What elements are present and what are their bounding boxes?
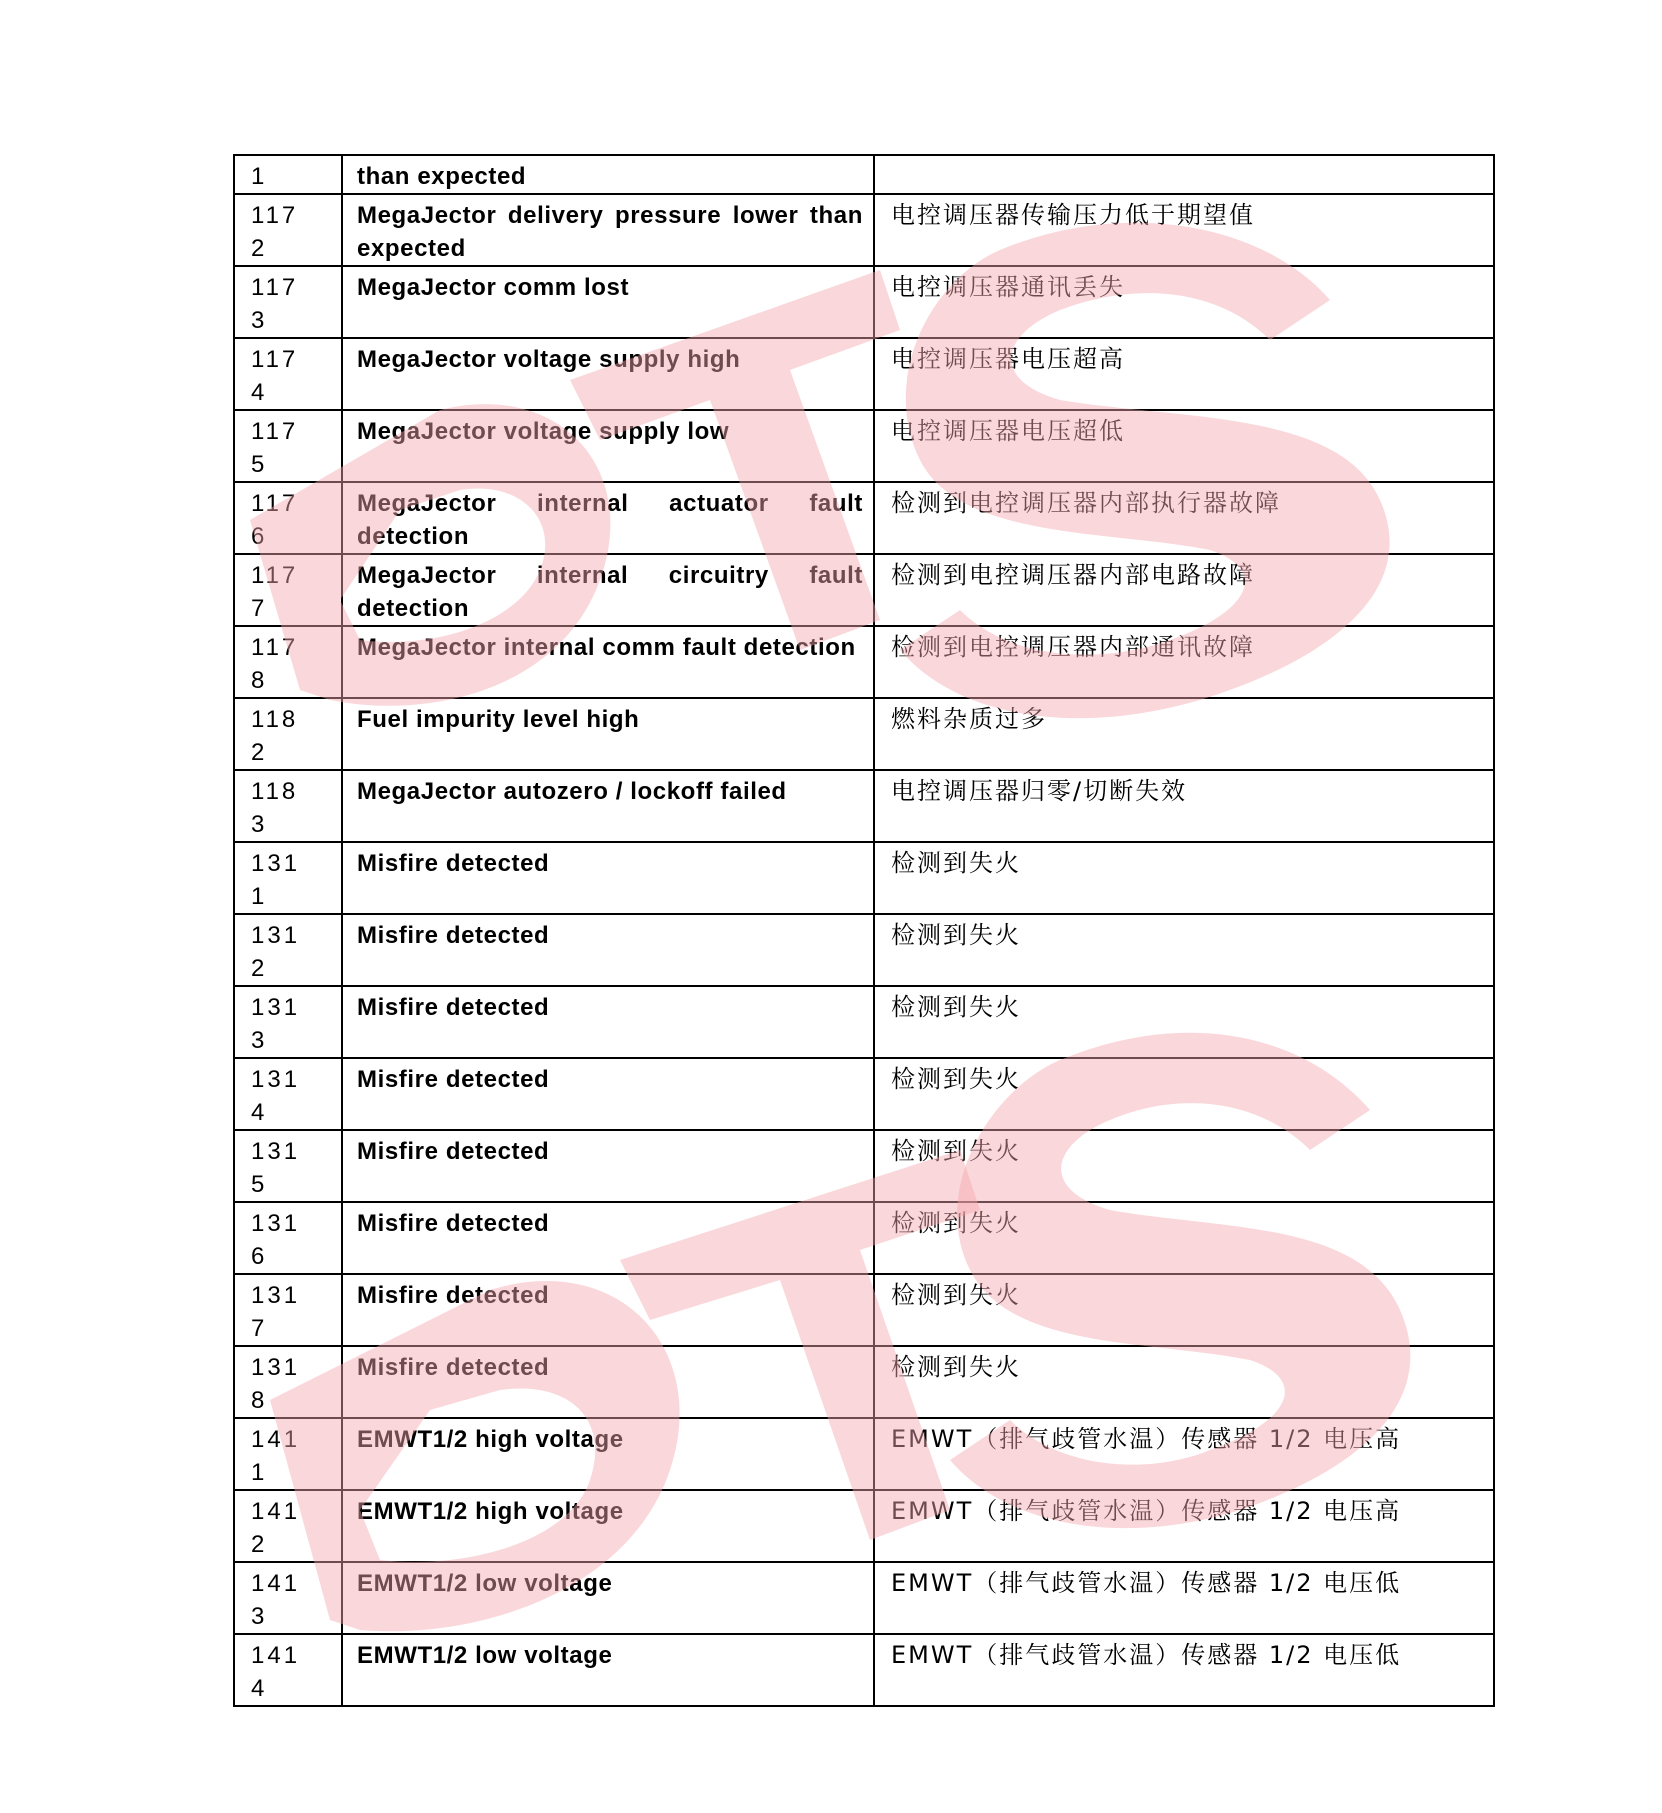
fault-code-cell [234,1058,342,1130]
fault-code-cell [234,842,342,914]
fault-code-line2: 4 [251,379,268,406]
table-row [234,1418,1494,1490]
fault-code-line2: 8 [251,1387,268,1414]
table-row [234,1562,1494,1634]
fault-code-cell [234,770,342,842]
english-description-cell: MegaJector voltage supply low [342,410,874,482]
chinese-description-cell: 检测到失火 [874,1130,1494,1202]
fault-code-line1: 131 [251,1066,301,1093]
fault-code-line2: 2 [251,1531,268,1558]
chinese-description-cell: EMWT（排气歧管水温）传感器 1/2 电压低 [874,1562,1494,1634]
fault-code-cell [234,1634,342,1706]
english-description-cell: MegaJector delivery pressure lower than expected [342,194,874,266]
fault-code-line1: 141 [251,1570,301,1597]
table-row [234,194,1494,266]
fault-code-cell [234,554,342,626]
chinese-description-cell: EMWT（排气歧管水温）传感器 1/2 电压低 [874,1634,1494,1706]
fault-code-line1: 117 [251,562,299,589]
english-description-cell: Misfire detected [342,842,874,914]
chinese-description-cell: 检测到失火 [874,1346,1494,1418]
table-row [234,1130,1494,1202]
fault-code-line2: 4 [251,1675,268,1702]
fault-code-line1: 131 [251,1138,301,1165]
fault-code-line1: 117 [251,490,299,517]
fault-code-line1: 131 [251,850,301,877]
fault-code-cell [234,698,342,770]
fault-code-line2: 7 [251,595,268,622]
fault-code-cell [234,1562,342,1634]
fault-code-line1: 1 [251,163,268,190]
chinese-description-cell: 电控调压器归零/切断失效 [874,770,1494,842]
fault-code-line2: 3 [251,307,268,334]
fault-code-line1: 117 [251,634,299,661]
english-description-cell: Misfire detected [342,986,874,1058]
fault-code-line2: 1 [251,883,268,910]
chinese-description-cell: 燃料杂质过多 [874,698,1494,770]
chinese-description-cell: 电控调压器电压超高 [874,338,1494,410]
english-description-cell: MegaJector autozero / lockoff failed [342,770,874,842]
fault-code-line1: 141 [251,1642,301,1669]
chinese-description-cell: 检测到失火 [874,842,1494,914]
fault-code-line1: 131 [251,1210,301,1237]
table-row [234,986,1494,1058]
table-row [234,1346,1494,1418]
english-description-cell: MegaJector comm lost [342,266,874,338]
fault-code-line1: 118 [251,778,299,805]
english-description-cell: MegaJector internal actuator fault detection [342,482,874,554]
fault-code-cell [234,1418,342,1490]
fault-code-table-body [234,155,1494,1706]
chinese-description-cell: 检测到电控调压器内部执行器故障 [874,482,1494,554]
fault-code-line2: 2 [251,235,268,262]
fault-code-cell [234,482,342,554]
fault-code-line2: 6 [251,523,268,550]
table-row [234,482,1494,554]
fault-code-cell [234,1490,342,1562]
fault-code-line1: 117 [251,202,299,229]
table-row [234,410,1494,482]
english-description-cell: than expected [342,155,874,194]
fault-code-line2: 3 [251,811,268,838]
table-row [234,1634,1494,1706]
english-description-cell: Misfire detected [342,1058,874,1130]
fault-code-cell [234,626,342,698]
fault-code-line2: 4 [251,1099,268,1126]
english-description-cell: EMWT1/2 low voltage [342,1562,874,1634]
fault-code-cell [234,338,342,410]
chinese-description-cell: 检测到失火 [874,986,1494,1058]
table-row [234,698,1494,770]
fault-code-line2: 2 [251,955,268,982]
fault-code-line1: 141 [251,1426,301,1453]
english-description-cell: EMWT1/2 high voltage [342,1418,874,1490]
chinese-description-cell: 检测到失火 [874,1202,1494,1274]
english-description-cell: Misfire detected [342,1274,874,1346]
fault-code-cell [234,1346,342,1418]
fault-code-cell [234,410,342,482]
english-description-cell: EMWT1/2 high voltage [342,1490,874,1562]
fault-code-line1: 131 [251,994,301,1021]
fault-code-line2: 3 [251,1603,268,1630]
english-description-cell: Misfire detected [342,1130,874,1202]
fault-code-line1: 117 [251,274,299,301]
chinese-description-cell: 检测到失火 [874,1058,1494,1130]
fault-code-line2: 3 [251,1027,268,1054]
fault-code-line1: 131 [251,922,301,949]
fault-code-line1: 118 [251,706,299,733]
english-description-cell: MegaJector internal circuitry fault detection [342,554,874,626]
english-description-cell: Misfire detected [342,1346,874,1418]
english-description-cell: Fuel impurity level high [342,698,874,770]
chinese-description-cell: 检测到失火 [874,1274,1494,1346]
table-row [234,1274,1494,1346]
chinese-description-cell: 检测到失火 [874,914,1494,986]
fault-code-cell [234,914,342,986]
chinese-description-cell: 电控调压器传输压力低于期望值 [874,194,1494,266]
fault-code-line1: 131 [251,1282,301,1309]
table-row [234,626,1494,698]
fault-code-line2: 5 [251,451,268,478]
fault-code-cell [234,155,342,194]
fault-code-line2: 2 [251,739,268,766]
fault-code-line1: 131 [251,1354,301,1381]
english-description-cell: MegaJector internal comm fault detection [342,626,874,698]
english-description-cell: Misfire detected [342,1202,874,1274]
fault-code-cell [234,986,342,1058]
table-row [234,842,1494,914]
fault-code-line1: 117 [251,418,299,445]
fault-code-table [233,154,1495,1707]
fault-code-cell [234,1130,342,1202]
table-row [234,554,1494,626]
fault-code-line1: 117 [251,346,299,373]
chinese-description-cell [874,155,1494,194]
english-description-cell: EMWT1/2 low voltage [342,1634,874,1706]
table-row [234,1490,1494,1562]
chinese-description-cell: 检测到电控调压器内部通讯故障 [874,626,1494,698]
chinese-description-cell: 检测到电控调压器内部电路故障 [874,554,1494,626]
fault-code-cell [234,1274,342,1346]
chinese-description-cell: 电控调压器通讯丢失 [874,266,1494,338]
fault-code-cell [234,1202,342,1274]
table-row [234,1202,1494,1274]
fault-code-line1: 141 [251,1498,301,1525]
table-row [234,770,1494,842]
chinese-description-cell: 电控调压器电压超低 [874,410,1494,482]
fault-code-line2: 5 [251,1171,268,1198]
fault-code-line2: 6 [251,1243,268,1270]
fault-code-cell [234,194,342,266]
table-row [234,266,1494,338]
fault-code-line2: 8 [251,667,268,694]
chinese-description-cell: EMWT（排气歧管水温）传感器 1/2 电压高 [874,1490,1494,1562]
fault-code-line2: 1 [251,1459,268,1486]
table-row [234,338,1494,410]
table-row [234,914,1494,986]
table-row [234,1058,1494,1130]
fault-code-line2: 7 [251,1315,268,1342]
fault-code-cell [234,266,342,338]
table-row [234,155,1494,194]
english-description-cell: MegaJector voltage supply high [342,338,874,410]
chinese-description-cell: EMWT（排气歧管水温）传感器 1/2 电压高 [874,1418,1494,1490]
english-description-cell: Misfire detected [342,914,874,986]
